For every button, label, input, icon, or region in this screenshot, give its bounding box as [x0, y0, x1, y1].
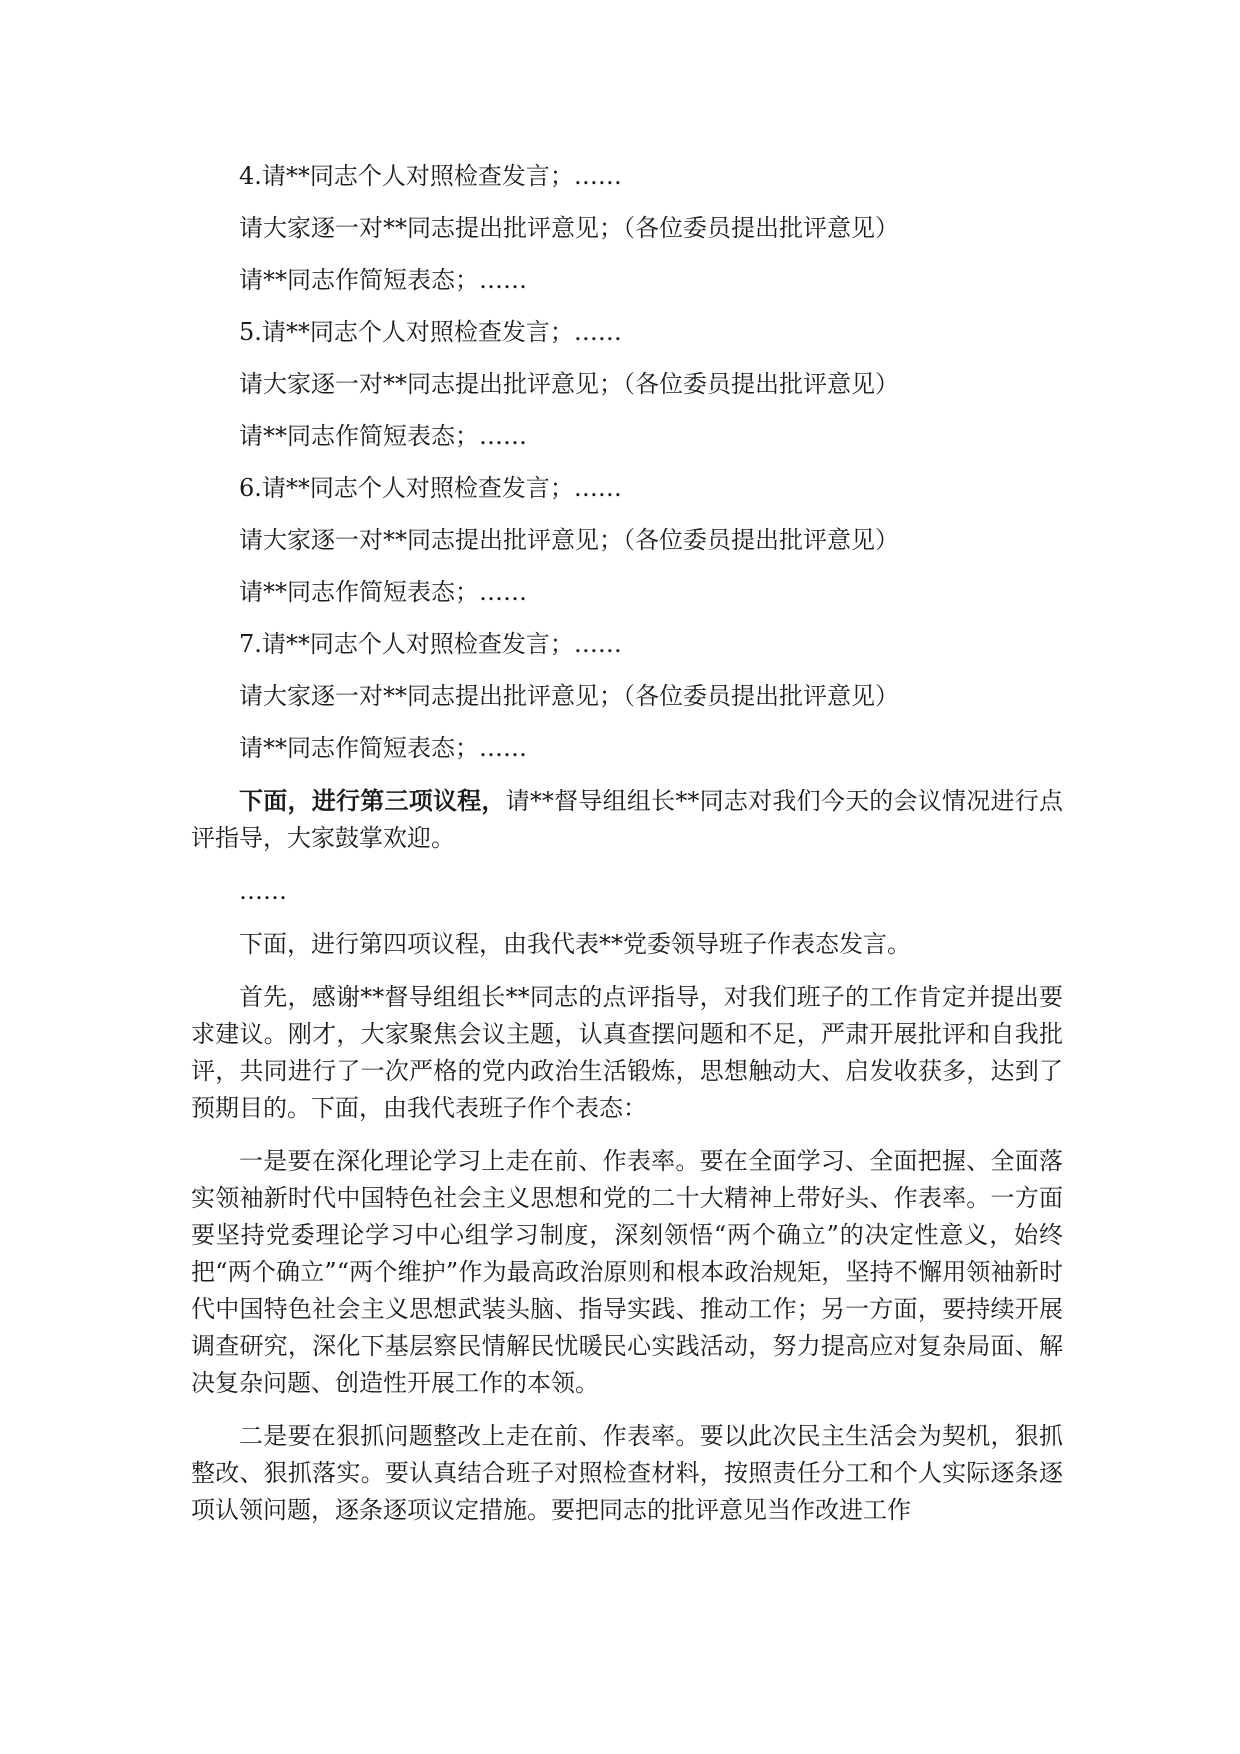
agenda-line-7-criticism: 请大家逐一对**同志提出批评意见；（各位委员提出批评意见） [239, 682, 899, 710]
agenda-line-5-criticism: 请大家逐一对**同志提出批评意见；（各位委员提出批评意见） [239, 370, 899, 398]
agenda-line-4-response: 请**同志作简短表态；…… [239, 266, 527, 294]
agenda-line-6-criticism: 请大家逐一对**同志提出批评意见；（各位委员提出批评意见） [239, 526, 899, 554]
agenda-line-4-criticism: 请大家逐一对**同志提出批评意见；（各位委员提出批评意见） [239, 214, 899, 242]
third-agenda-lead: 下面，进行第三项议程， [239, 786, 506, 815]
agenda-line-4-speech: 4.请**同志个人对照检查发言；…… [239, 162, 622, 190]
agenda-line-7-response: 请**同志作简短表态；…… [239, 734, 527, 762]
agenda-line-7-speech: 7.请**同志个人对照检查发言；…… [239, 630, 622, 658]
agenda-line-5-response: 请**同志作简短表态；…… [239, 422, 527, 450]
fourth-agenda-paragraph: 下面，进行第四项议程，由我代表**党委领导班子作表态发言。 [239, 930, 911, 958]
theory-study-paragraph: 一是要在深化理论学习上走在前、作表率。要在全面学习、全面把握、全面落实领袖新时代中国特色社会主义思想和党的二十大精神上带好头、作表率。一方面要坚持党委理论学习中心组学习制度，深刻领悟“两个确立”的决定性意义，始终把“两个确立”“两个维护”作为最高政治原则和根本政治规矩，坚持不懈用领袖新时代中国特色社会主义思想武装头脑、指导实践、推动工作；另一方面，要持续开展调查研究，深化下基层察民情解民忧暖民心实践活动，努力提高应对复杂局面、解决复杂问题、创造性开展工作的本领。 [191, 1147, 1063, 1397]
third-agenda-text: 请**督导组组长**同志对我们今天的会议情况进行点评指导，大家鼓掌欢迎。 [191, 787, 1064, 852]
agenda-line-6-response: 请**同志作简短表态；…… [239, 578, 527, 606]
agenda-line-6-speech: 6.请**同志个人对照检查发言；…… [239, 474, 622, 502]
rectification-paragraph: 二是要在狠抓问题整改上走在前、作表率。要以此次民主生活会为契机，狠抓整改、狠抓落实。要认真结合班子对照检查材料，按照责任分工和个人实际逐条逐项认领问题，逐条逐项议定措施。要把同志的批评意见当作改进工作 [191, 1422, 1063, 1524]
document-body [191, 158, 1063, 1545]
thanks-paragraph: 首先，感谢**督导组组长**同志的点评指导，对我们班子的工作肯定并提出要求建议。刚才，大家聚焦会议主题，认真查摆问题和不足，严肃开展批评和自我批评，共同进行了一次严格的党内政治生活锻炼，思想触动大、启发收获多，达到了预期目的。下面，由我代表班子作个表态： [191, 983, 1063, 1122]
agenda-line-5-speech: 5.请**同志个人对照检查发言；…… [239, 318, 622, 346]
third-agenda-paragraph [191, 782, 1063, 857]
ellipsis-paragraph: …… [239, 877, 287, 905]
